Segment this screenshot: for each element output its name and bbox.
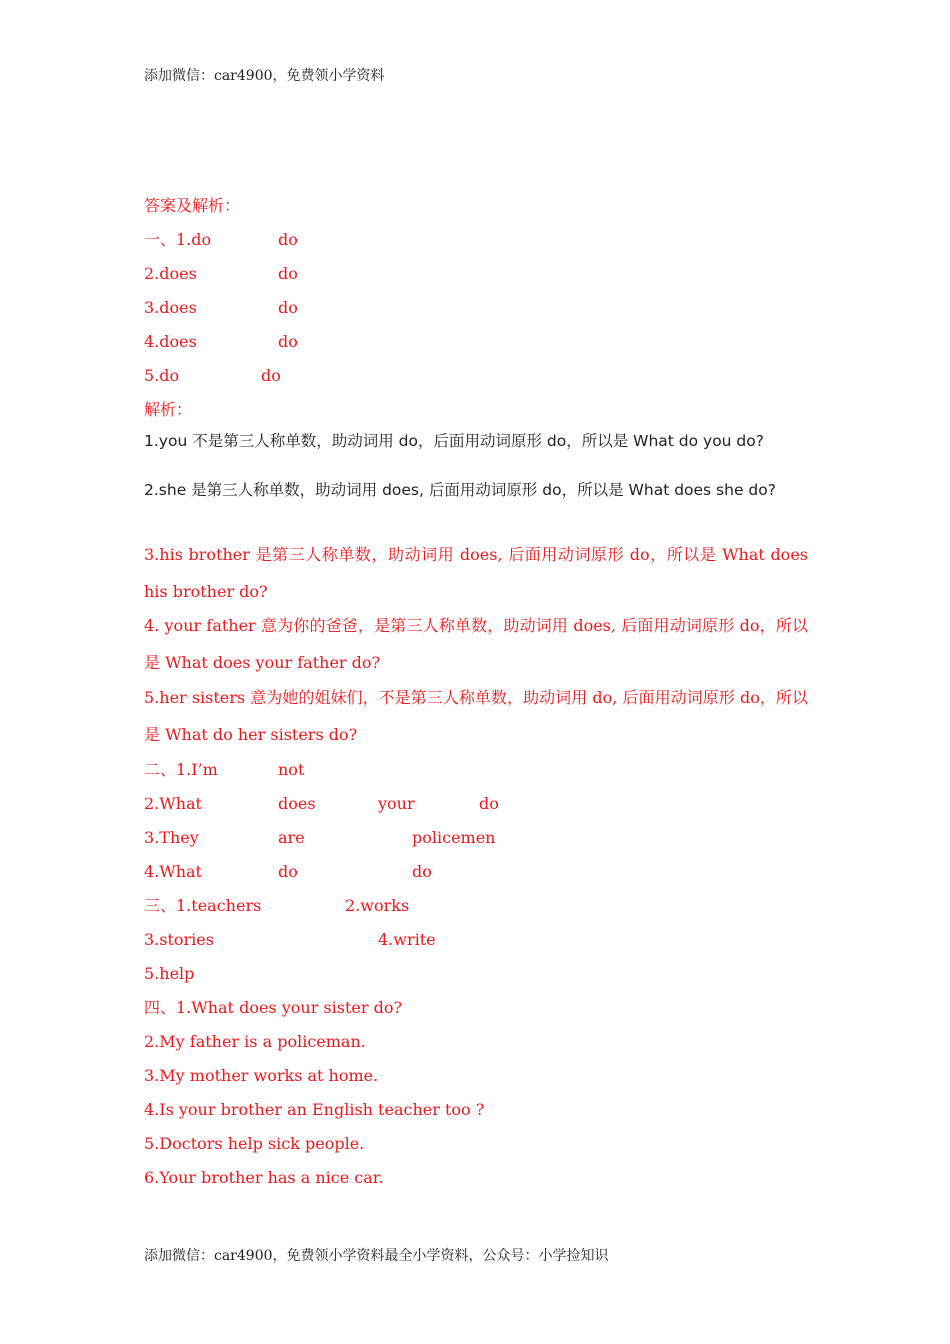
- sec4-item-3: 3.My mother works at home.: [144, 1066, 379, 1085]
- sec2-answer: does: [278, 794, 316, 813]
- sec2-answer: 2.What: [144, 794, 202, 813]
- sec1-answer: 3.does: [144, 298, 197, 317]
- sec4-item-6: 6.Your brother has a nice car.: [144, 1168, 384, 1187]
- sec1-answer: 一、1.do: [144, 230, 212, 249]
- page-footer: 添加微信：car4900，免费领小学资料最全小学资料，公众号：小学捡知识: [144, 1248, 609, 1264]
- analysis-item-2: 2.she 是第三人称单数，助动词用 does, 后面用动词原形 do，所以是 What does she do?: [144, 481, 776, 499]
- sec2-answer: do: [412, 862, 432, 881]
- sec2-answer: policemen: [412, 828, 496, 847]
- sec1-row-2: [144, 264, 298, 284]
- sec1-answer: do: [278, 230, 298, 249]
- sec1-answer: do: [261, 366, 281, 385]
- page-header: 添加微信：car4900，免费领小学资料: [144, 68, 385, 84]
- sec1-answer: do: [278, 264, 298, 283]
- sec1-row-5: [144, 366, 281, 386]
- sec2-answer: are: [278, 828, 305, 847]
- sec1-answer: 2.does: [144, 264, 197, 283]
- sec2-answer: 二、1.I’m: [144, 760, 218, 779]
- analysis-item-4: 4. your father 意为你的爸爸，是第三人称单数，助动词用 does, 后面用动词原形 do，所以是 What does your father do?: [144, 616, 808, 672]
- sec1-answer: 5.do: [144, 366, 180, 385]
- sec3-answer: 5.help: [144, 964, 195, 983]
- sec4-item-5: 5.Doctors help sick people.: [144, 1134, 365, 1153]
- sec1-answer: do: [278, 332, 298, 351]
- analysis-item-3: 3.his brother 是第三人称单数，助动词用 does, 后面用动词原形 do，所以是 What does his brother do?: [144, 545, 808, 601]
- sec2-answer: not: [278, 760, 305, 779]
- sec3-answer: 4.write: [378, 930, 436, 949]
- sec3-answer: 三、1.teachers: [144, 896, 262, 915]
- sec2-answer: do: [278, 862, 298, 881]
- analysis-item-1: 1.you 不是第三人称单数，助动词用 do，后面用动词原形 do，所以是 What do you do?: [144, 432, 764, 450]
- sec2-row-4: [144, 862, 432, 882]
- sec4-item-2: 2.My father is a policeman.: [144, 1032, 366, 1051]
- sec1-row-3: [144, 298, 298, 318]
- sec2-answer: 4.What: [144, 862, 202, 881]
- sec1-answer: do: [278, 298, 298, 317]
- sec1-answer: 4.does: [144, 332, 197, 351]
- sec2-answer: do: [479, 794, 499, 813]
- sec3-row-2: [144, 930, 436, 950]
- analysis-item-5: 5.her sisters 意为她的姐妹们，不是第三人称单数，助动词用 do, 后面用动词原形 do，所以是 What do her sisters do?: [144, 688, 808, 744]
- answers-title: 答案及解析：: [144, 196, 241, 215]
- sec2-row-3: [144, 828, 496, 848]
- sec2-row-1: [144, 760, 305, 780]
- sec1-row-1: [144, 230, 298, 250]
- sec2-answer: your: [378, 794, 415, 813]
- sec1-row-4: [144, 332, 298, 352]
- sec3-row-3: [144, 964, 194, 984]
- sec3-row-1: [144, 896, 410, 916]
- sec3-answer: 3.stories: [144, 930, 214, 949]
- sec4-item-1: 四、1.What does your sister do?: [144, 998, 403, 1017]
- analysis-title: 解析：: [144, 400, 193, 419]
- sec4-item-4: 4.Is your brother an English teacher too ?: [144, 1100, 485, 1119]
- sec3-answer: 2.works: [345, 896, 410, 915]
- sec2-row-2: [144, 794, 499, 814]
- sec2-answer: 3.They: [144, 828, 199, 847]
